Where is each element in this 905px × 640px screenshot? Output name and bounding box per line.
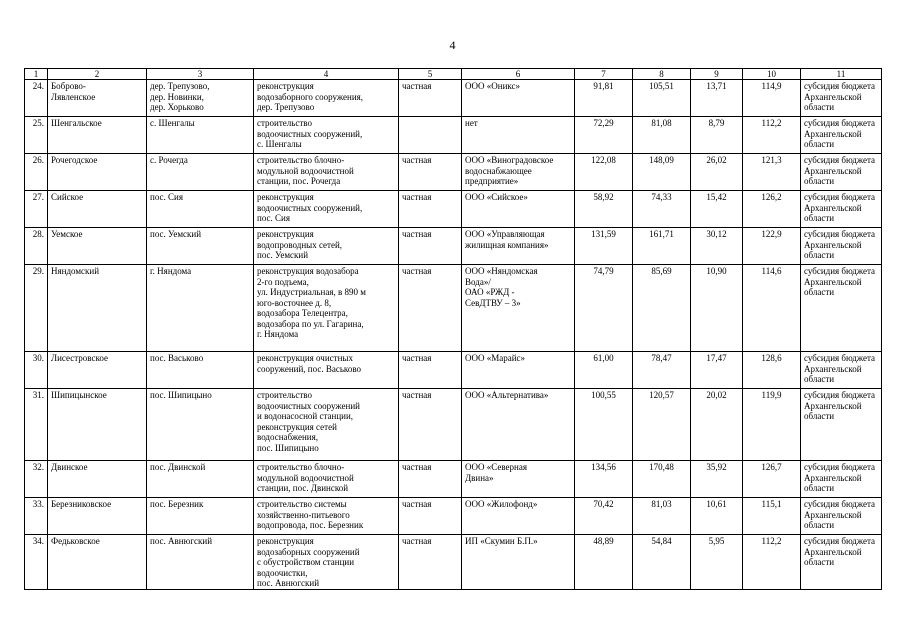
funding-source-cell: субсидия бюджета Архангельской области bbox=[801, 117, 882, 154]
municipality-cell: Рочегодское bbox=[48, 154, 147, 191]
funding-source-cell: субсидия бюджета Архангельской области bbox=[801, 461, 882, 498]
column-header-2: 2 bbox=[48, 69, 147, 80]
value-col9-cell: 15,42 bbox=[691, 191, 743, 228]
value-col8-cell: 148,09 bbox=[633, 154, 691, 191]
value-col7-cell: 58,92 bbox=[575, 191, 633, 228]
table-row bbox=[25, 461, 882, 498]
settlement-cell: дер. Трепузово, дер. Новинки, дер. Хорьково bbox=[147, 80, 254, 117]
operator-cell: ООО «Северная Двина» bbox=[462, 461, 575, 498]
measure-cell: реконструкция водозаборных сооружений с обустройством станции водоочистки, пос. Авнюгский bbox=[254, 535, 399, 590]
municipality-cell: Березниковское bbox=[48, 498, 147, 535]
value-col10-cell: 126,2 bbox=[743, 191, 801, 228]
funding-source-cell: субсидия бюджета Архангельской области bbox=[801, 191, 882, 228]
municipality-cell: Шенгальское bbox=[48, 117, 147, 154]
row-number-cell: 27. bbox=[25, 191, 48, 228]
ownership-cell: частная bbox=[399, 535, 462, 590]
municipality-cell: Боброво- Лявленское bbox=[48, 80, 147, 117]
municipality-cell: Шипицынское bbox=[48, 389, 147, 461]
column-header-8: 8 bbox=[633, 69, 691, 80]
settlement-cell: с. Шенгалы bbox=[147, 117, 254, 154]
operator-cell: ООО «Оникс» bbox=[462, 80, 575, 117]
settlement-cell: пос. Шипицыно bbox=[147, 389, 254, 461]
table-row bbox=[25, 154, 882, 191]
table-row bbox=[25, 191, 882, 228]
value-col7-cell: 91,81 bbox=[575, 80, 633, 117]
value-col10-cell: 126,7 bbox=[743, 461, 801, 498]
value-col10-cell: 112,2 bbox=[743, 117, 801, 154]
settlement-cell: пос. Авнюгский bbox=[147, 535, 254, 590]
table-row bbox=[25, 389, 882, 461]
operator-cell: ООО «Виноградовское водоснабжающее предприятие» bbox=[462, 154, 575, 191]
measure-cell: строительство блочно- модульной водоочистной станции, пос. Рочегда bbox=[254, 154, 399, 191]
row-number-cell: 25. bbox=[25, 117, 48, 154]
municipality-cell: Сийское bbox=[48, 191, 147, 228]
ownership-cell bbox=[399, 117, 462, 154]
value-col8-cell: 85,69 bbox=[633, 265, 691, 352]
settlement-cell: пос. Двинской bbox=[147, 461, 254, 498]
ownership-cell: частная bbox=[399, 265, 462, 352]
ownership-cell: частная bbox=[399, 80, 462, 117]
value-col10-cell: 114,9 bbox=[743, 80, 801, 117]
row-number-cell: 28. bbox=[25, 228, 48, 265]
municipality-cell: Няндомский bbox=[48, 265, 147, 352]
measure-cell: реконструкция водозабора 2-го подъема, ул. Индустриальная, в 890 м юго-восточнее д. 8, водозабора Телецентра, водозабора по ул. Гагарина, г. Няндома bbox=[254, 265, 399, 352]
funding-source-cell: субсидия бюджета Архангельской области bbox=[801, 80, 882, 117]
value-col10-cell: 112,2 bbox=[743, 535, 801, 590]
funding-source-cell: субсидия бюджета Архангельской области bbox=[801, 154, 882, 191]
row-number-cell: 34. bbox=[25, 535, 48, 590]
ownership-cell: частная bbox=[399, 352, 462, 389]
ownership-cell: частная bbox=[399, 498, 462, 535]
value-col9-cell: 13,71 bbox=[691, 80, 743, 117]
value-col7-cell: 72,29 bbox=[575, 117, 633, 154]
column-header-6: 6 bbox=[462, 69, 575, 80]
column-header-3: 3 bbox=[147, 69, 254, 80]
table-body bbox=[25, 80, 882, 590]
value-col7-cell: 70,42 bbox=[575, 498, 633, 535]
settlement-cell: г. Няндома bbox=[147, 265, 254, 352]
column-header-9: 9 bbox=[691, 69, 743, 80]
operator-cell: ИП «Скумин Б.П.» bbox=[462, 535, 575, 590]
row-number-cell: 31. bbox=[25, 389, 48, 461]
settlement-cell: пос. Уемский bbox=[147, 228, 254, 265]
column-header-5: 5 bbox=[399, 69, 462, 80]
ownership-cell: частная bbox=[399, 461, 462, 498]
value-col7-cell: 122,08 bbox=[575, 154, 633, 191]
ownership-cell: частная bbox=[399, 389, 462, 461]
settlement-cell: пос. Сия bbox=[147, 191, 254, 228]
value-col9-cell: 8,79 bbox=[691, 117, 743, 154]
operator-cell: нет bbox=[462, 117, 575, 154]
settlement-cell: с. Рочегда bbox=[147, 154, 254, 191]
table-row bbox=[25, 498, 882, 535]
table-row bbox=[25, 80, 882, 117]
value-col9-cell: 10,90 bbox=[691, 265, 743, 352]
operator-cell: ООО «Жилофонд» bbox=[462, 498, 575, 535]
value-col8-cell: 161,71 bbox=[633, 228, 691, 265]
header-row bbox=[25, 69, 882, 80]
value-col9-cell: 30,12 bbox=[691, 228, 743, 265]
row-number-cell: 32. bbox=[25, 461, 48, 498]
value-col7-cell: 100,55 bbox=[575, 389, 633, 461]
value-col7-cell: 131,59 bbox=[575, 228, 633, 265]
value-col9-cell: 26,02 bbox=[691, 154, 743, 191]
value-col7-cell: 134,56 bbox=[575, 461, 633, 498]
value-col7-cell: 48,89 bbox=[575, 535, 633, 590]
value-col10-cell: 122,9 bbox=[743, 228, 801, 265]
operator-cell: ООО «Сийское» bbox=[462, 191, 575, 228]
value-col9-cell: 17,47 bbox=[691, 352, 743, 389]
value-col8-cell: 170,48 bbox=[633, 461, 691, 498]
municipality-cell: Лисестровское bbox=[48, 352, 147, 389]
funding-source-cell: субсидия бюджета Архангельской области bbox=[801, 352, 882, 389]
funding-source-cell: субсидия бюджета Архангельской области bbox=[801, 228, 882, 265]
measure-cell: строительство блочно- модульной водоочистной станции, пос. Двинской bbox=[254, 461, 399, 498]
row-number-cell: 29. bbox=[25, 265, 48, 352]
column-header-1: 1 bbox=[25, 69, 48, 80]
table-row bbox=[25, 535, 882, 590]
measure-cell: реконструкция водопроводных сетей, пос. Уемский bbox=[254, 228, 399, 265]
municipality-cell: Двинское bbox=[48, 461, 147, 498]
row-number-cell: 24. bbox=[25, 80, 48, 117]
measure-cell: строительство водоочистных сооружений, с. Шенгалы bbox=[254, 117, 399, 154]
measure-cell: реконструкция очистных сооружений, пос. Васьково bbox=[254, 352, 399, 389]
operator-cell: ООО «Няндомская Вода»/ ОАО «РЖД - СевДТВУ – 3» bbox=[462, 265, 575, 352]
table-row bbox=[25, 265, 882, 352]
value-col8-cell: 78,47 bbox=[633, 352, 691, 389]
value-col9-cell: 35,92 bbox=[691, 461, 743, 498]
measure-cell: реконструкция водоочистных сооружений, пос. Сия bbox=[254, 191, 399, 228]
table-row bbox=[25, 352, 882, 389]
measure-cell: строительство системы хозяйственно-питьевого водопровода, пос. Березник bbox=[254, 498, 399, 535]
table-row bbox=[25, 228, 882, 265]
value-col10-cell: 128,6 bbox=[743, 352, 801, 389]
value-col10-cell: 121,3 bbox=[743, 154, 801, 191]
page-number: 4 bbox=[449, 38, 456, 52]
measure-cell: реконструкция водозаборного сооружения, дер. Трепузово bbox=[254, 80, 399, 117]
table-row bbox=[25, 117, 882, 154]
operator-cell: ООО «Управляющая жилищная компания» bbox=[462, 228, 575, 265]
column-header-11: 11 bbox=[801, 69, 882, 80]
value-col10-cell: 119,9 bbox=[743, 389, 801, 461]
row-number-cell: 33. bbox=[25, 498, 48, 535]
operator-cell: ООО «Марайс» bbox=[462, 352, 575, 389]
value-col8-cell: 81,08 bbox=[633, 117, 691, 154]
value-col8-cell: 54,84 bbox=[633, 535, 691, 590]
operator-cell: ООО «Альтернатива» bbox=[462, 389, 575, 461]
column-header-7: 7 bbox=[575, 69, 633, 80]
column-header-10: 10 bbox=[743, 69, 801, 80]
ownership-cell: частная bbox=[399, 228, 462, 265]
value-col7-cell: 61,00 bbox=[575, 352, 633, 389]
value-col8-cell: 105,51 bbox=[633, 80, 691, 117]
value-col8-cell: 74,33 bbox=[633, 191, 691, 228]
data-table bbox=[24, 68, 882, 590]
ownership-cell: частная bbox=[399, 154, 462, 191]
municipality-cell: Федьковское bbox=[48, 535, 147, 590]
funding-source-cell: субсидия бюджета Архангельской области bbox=[801, 265, 882, 352]
funding-source-cell: субсидия бюджета Архангельской области bbox=[801, 498, 882, 535]
measure-cell: строительство водоочистных сооружений и водонасосной станции, реконструкция сетей водоснабжения, пос. Шипицыно bbox=[254, 389, 399, 461]
settlement-cell: пос. Васьково bbox=[147, 352, 254, 389]
municipality-cell: Уемское bbox=[48, 228, 147, 265]
value-col9-cell: 10,61 bbox=[691, 498, 743, 535]
value-col8-cell: 81,03 bbox=[633, 498, 691, 535]
funding-source-cell: субсидия бюджета Архангельской области bbox=[801, 535, 882, 590]
value-col9-cell: 20,02 bbox=[691, 389, 743, 461]
value-col7-cell: 74,79 bbox=[575, 265, 633, 352]
row-number-cell: 26. bbox=[25, 154, 48, 191]
ownership-cell: частная bbox=[399, 191, 462, 228]
settlement-cell: пос. Березник bbox=[147, 498, 254, 535]
value-col9-cell: 5,95 bbox=[691, 535, 743, 590]
value-col10-cell: 114,6 bbox=[743, 265, 801, 352]
funding-source-cell: субсидия бюджета Архангельской области bbox=[801, 389, 882, 461]
value-col8-cell: 120,57 bbox=[633, 389, 691, 461]
column-header-4: 4 bbox=[254, 69, 399, 80]
value-col10-cell: 115,1 bbox=[743, 498, 801, 535]
row-number-cell: 30. bbox=[25, 352, 48, 389]
